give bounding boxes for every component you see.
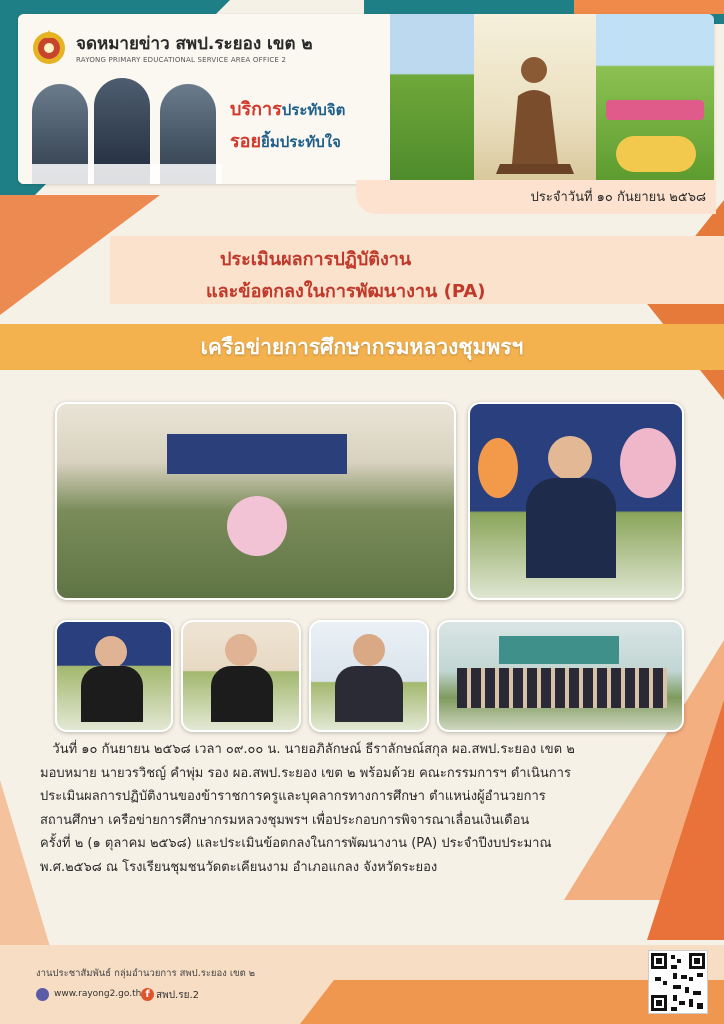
committee-3-body <box>335 666 403 722</box>
body-line-2: มอบหมาย นายวรวิชญ์ คำพุ่ม รอง ผอ.สพป.ระยอง เขต ๒ พร้อมด้วย คณะกรรมการฯ ดำเนินการ <box>40 765 571 781</box>
footer-organization: งานประชาสัมพันธ์ กลุ่มอำนวยการ สพป.ระยอง เขต ๒ <box>36 968 256 979</box>
facebook-link[interactable]: สพป.รย.2 <box>156 990 199 1001</box>
landmark-sign <box>606 100 704 120</box>
photo-meeting-room[interactable] <box>55 402 456 600</box>
photo-speaker[interactable] <box>468 402 684 600</box>
group-banner <box>499 636 619 664</box>
flowers-right <box>620 428 676 498</box>
slogan-2-rest: ยิ้มประทับใจ <box>261 133 341 151</box>
article-title-line-2: และข้อตกลงในการพัฒนางาน (PA) <box>206 281 486 302</box>
executives-photo <box>32 78 222 184</box>
facebook-icon: f <box>141 988 154 1001</box>
photo-statue <box>474 14 596 184</box>
slogan-line-2 <box>230 126 341 155</box>
slogan-2-highlight: รอย <box>230 131 262 152</box>
issue-date: ประจำวันที่ ๑๐ กันยายน ๒๕๖๘ <box>530 190 706 205</box>
slogan-1-rest: ประทับจิต <box>281 101 346 119</box>
body-line-4: สถานศึกษา เครือข่ายการศึกษากรมหลวงชุมพรฯ เพื่อประกอบการพิจารณาเลื่อนเงินเดือน <box>40 812 530 828</box>
committee-1-body <box>81 666 143 722</box>
office-subtitle: RAYONG PRIMARY EDUCATIONAL SERVICE AREA OFFICE 2 <box>76 56 287 64</box>
article-title-line-1: ประเมินผลการปฏิบัติงาน <box>220 249 412 270</box>
website-link[interactable]: www.rayong2.go.th <box>54 989 142 999</box>
photo-committee-3[interactable] <box>309 620 429 732</box>
photo-committee-2[interactable] <box>181 620 301 732</box>
executive-nameplates <box>32 164 222 184</box>
qr-code-icon[interactable] <box>648 950 708 1014</box>
article-body <box>40 738 690 879</box>
committee-2-body <box>211 666 273 722</box>
obec-logo-icon <box>32 26 66 66</box>
newsletter-title: จดหมายข่าว สพป.ระยอง เขต ๒ <box>76 34 313 54</box>
body-line-3: ประเมินผลการปฏิบัติงานของข้าราชการครูและบุคลากรทางการศึกษา ตำแหน่งผู้อำนวยการ <box>40 789 546 804</box>
network-name: เครือข่ายการศึกษากรมหลวงชุมพรฯ <box>200 335 524 359</box>
body-line-6: พ.ศ.๒๕๖๘ ณ โรงเรียนชุมชนวัดตะเคียนงาม อำเภอแกลง จังหวัดระยอง <box>40 859 438 875</box>
speaker-head <box>548 436 592 480</box>
header-banner <box>18 14 714 184</box>
speaker-body <box>526 478 616 578</box>
slogan-1-highlight: บริการ <box>230 99 282 120</box>
flowers-left <box>478 438 518 498</box>
group-people <box>457 668 667 708</box>
photo-landmark <box>596 14 714 184</box>
committee-2-head <box>225 634 257 666</box>
body-line-5: ครั้งที่ ๒ (๑ ตุลาคม ๒๕๖๘) และประเมินข้อตกลงในการพัฒนางาน (PA) ประจำปีงบประมาณ <box>40 836 552 851</box>
photo-green-field <box>390 14 474 184</box>
body-line-1: วันที่ ๑๐ กันยายน ๒๕๖๘ เวลา ๐๙.๐๐ น. นายอภิลักษณ์ ธีราลักษณ์สกุล ผอ.สพป.ระยอง เขต ๒ <box>40 742 575 757</box>
decor-top-orange <box>574 0 724 14</box>
landmark-sculpture <box>616 136 696 172</box>
committee-1-head <box>95 636 127 668</box>
stage-curtain <box>167 434 347 474</box>
photo-committee-1[interactable] <box>55 620 173 732</box>
slogan-line-1 <box>230 94 345 123</box>
photo-group[interactable] <box>437 620 684 732</box>
globe-icon <box>36 988 49 1001</box>
statue-icon <box>474 14 596 184</box>
committee-3-head <box>353 634 385 666</box>
flower-arrangement <box>227 496 287 556</box>
